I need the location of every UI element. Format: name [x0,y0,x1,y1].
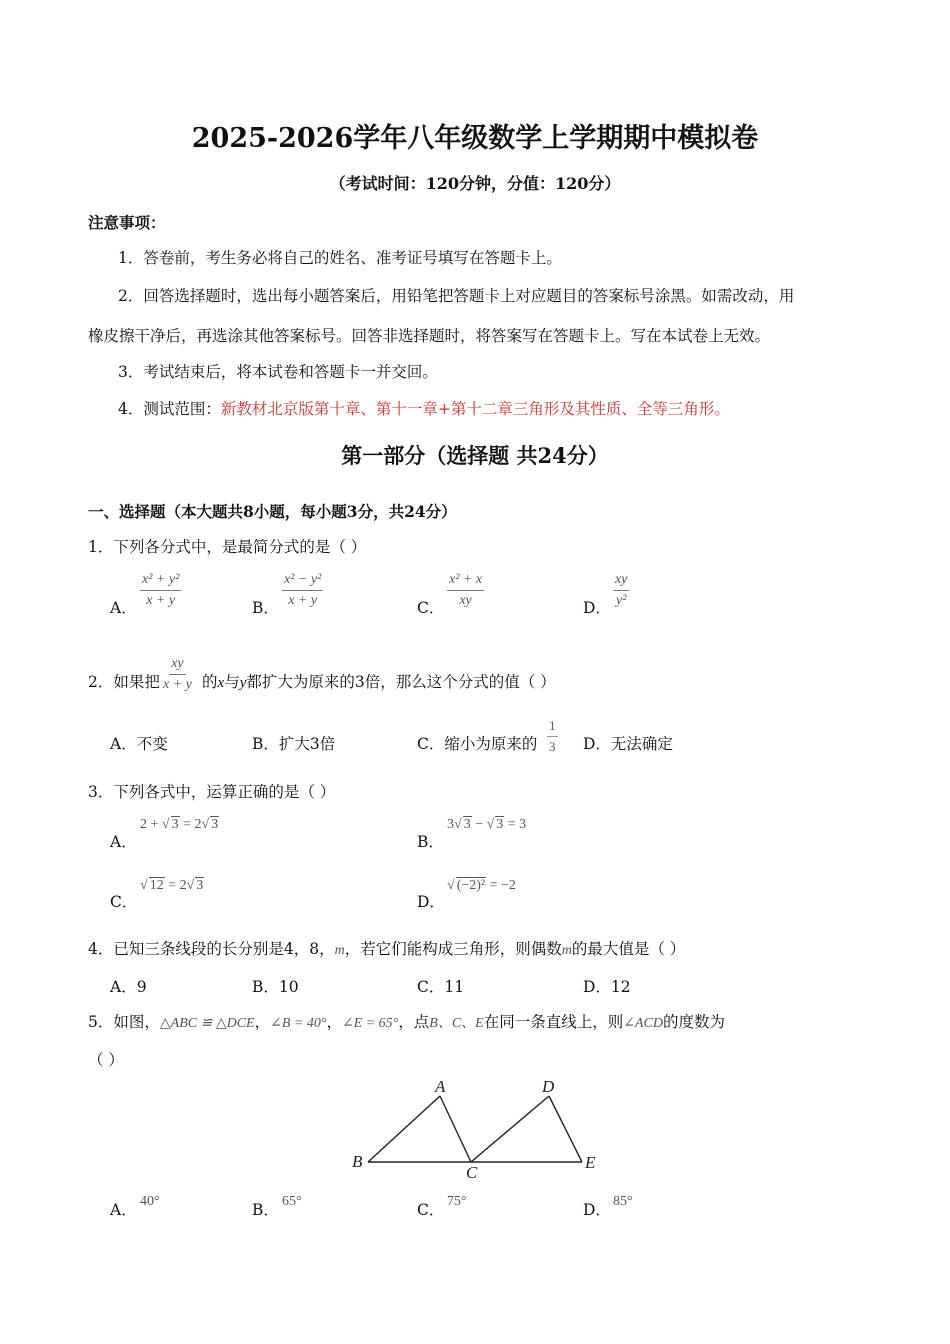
q5-stem [88,1010,725,1032]
expr-part: = 3 [504,817,527,832]
q4-text: 4．已知三条线段的长分别是4，8， [88,940,335,958]
segment-ab [368,1096,440,1162]
vertex-label-e: E [585,1153,596,1172]
section-title: 第一部分（选择题 共24分） [341,443,609,468]
segment-ac [440,1096,471,1162]
q3-option-c-expr: √ 12 = 2√ 3 [140,878,204,893]
q1-label-c: C． [417,599,445,617]
expr-part: 3 [447,817,454,832]
q5-value-c: 75° [447,1194,467,1209]
q1-option-c-fraction [447,570,484,611]
q4-text: ，若它们能构成三角形，则偶数 [344,940,562,958]
vertex-label-d: D [542,1077,555,1096]
q5-math: ∠B = 40° [270,1016,327,1031]
q4-option-d: D．12 [583,978,631,996]
q5-math: B、C、E [429,1016,484,1031]
q2-stem-start: 2．如果把 [88,673,160,691]
scope-text: 新教材北京版第十章、第十一章+第十二章三角形及其性质、全等三角形。 [220,400,730,418]
q3-stem: 3．下列各式中，运算正确的是（ ） [88,783,336,801]
triangle-figure [340,1072,610,1184]
q2-option-c-fraction [547,716,558,757]
expr-part: 2 + [140,817,162,832]
q4-option-c: C．11 [417,978,465,996]
vertex-label-c: C [466,1163,478,1182]
expr-part: = 2 [164,878,187,893]
radicand: 3 [496,817,504,832]
q4-option-a: A．9 [110,978,147,996]
q5-text: 的度数为 [663,1013,726,1031]
q1-option-b-fraction [282,570,323,611]
q5-text: ， [254,1013,271,1031]
q4-option-b: B．10 [252,978,299,996]
q5-label-d: D． [583,1201,611,1219]
q1-label-d: D． [583,599,611,617]
q4-text: 的最大值是（ ） [571,940,686,958]
fraction-denominator: x + y [146,593,176,608]
expr-part: − [471,817,487,832]
q5-answer-paren: （ ） [88,1051,124,1069]
q2-option-a: A．不变 [110,735,168,753]
q2-option-c: C．缩小为原来的 [417,735,538,753]
radicand: 3 [171,817,179,832]
q1-option-a-fraction [140,570,181,611]
q5-math: ∠E = 65° [341,1016,399,1031]
q3-option-d-expr: √ (−2)² = −2 [447,878,516,893]
q3-label-c: C． [110,893,138,911]
q5-value-b: 65° [282,1194,302,1209]
fraction-denominator: x + y [288,593,318,608]
q2-fraction [163,654,192,695]
fraction-denominator: xy [459,593,472,608]
q2-text-de: 的 [202,673,218,691]
q5-label-a: A． [110,1201,137,1219]
scope-label: 4．测试范围： [118,400,221,418]
q3-label-b: B． [417,833,444,851]
q1-option-d-fraction [613,570,629,611]
q5-text: ， [326,1013,342,1031]
q1-label-a: A． [110,599,137,617]
vertex-label-b: B [352,1152,363,1171]
q5-value-a: 40° [140,1194,160,1209]
fraction-numerator: x² + x [447,570,484,591]
expr-part: = −2 [486,878,516,893]
q1-stem: 1．下列各分式中，是最简分式的是（ ） [88,538,367,556]
fraction-numerator: x² − y² [282,570,323,591]
q5-math: ∠ACD [623,1016,663,1031]
radicand: 12 [149,878,164,893]
fraction-denominator: x + y [163,677,192,692]
fraction-numerator: xy [613,570,629,591]
note-2: 2．回答选择题时，选出每小题答案后，用铅笔把答题卡上对应题目的答案标号涂黑。如需改动，用 [118,287,795,305]
segment-cd [471,1096,549,1162]
q2-text-yu: 与 [224,673,240,691]
q5-text: 5．如图， [88,1013,160,1031]
segment-de [549,1096,582,1162]
page-title: 2025-2026学年八年级数学上学期期中模拟卷 [191,123,759,154]
q3-label-a: A． [110,833,137,851]
exam-info: （考试时间：120分钟，分值：120分） [329,174,621,193]
q2-stem-rest [202,670,556,692]
fraction-denominator: 3 [549,739,556,754]
q5-text: 在同一条直线上，则 [483,1013,624,1031]
fraction-numerator: x² + y² [140,570,181,591]
vertex-label-a: A [435,1077,446,1096]
var-x: x [217,675,225,691]
q5-text: ，点 [398,1013,430,1031]
note-2-cont: 橡皮擦干净后，再选涂其他答案标号。回答非选择题时，将答案写在答题卡上。写在本试卷上无效。 [88,327,771,345]
q1-label-b: B． [252,599,279,617]
var-m: m [334,943,345,958]
q2-text-end: 都扩大为原来的3倍，那么这个分式的值（ ） [246,673,556,691]
note-3: 3．考试结束后，将本试卷和答题卡一并交回。 [118,363,438,381]
q3-option-b-expr: 3√ 3 − √ 3 = 3 [447,817,527,832]
q5-value-d: 85° [613,1194,633,1209]
fraction-denominator: y² [616,593,627,608]
q2-option-b: B．扩大3倍 [252,735,336,753]
notes-heading: 注意事项： [88,213,166,232]
note-4 [118,397,730,419]
var-y: y [239,675,247,691]
q5-label-c: C． [417,1201,445,1219]
part-heading: 一、选择题（本大题共8小题，每小题3分，共24分） [88,502,457,521]
q3-option-a-expr: 2 + √ 3 = 2√ 3 [140,817,219,832]
q2-option-d: D．无法确定 [583,735,673,753]
q5-math: △ABC ≌ △DCE [159,1016,255,1031]
fraction-numerator: 1 [547,716,558,737]
var-m: m [561,943,572,958]
q3-label-d: D． [417,893,445,911]
fraction-numerator: xy [169,654,185,675]
q4-stem [88,937,685,959]
radicand: 3 [211,817,219,832]
q5-label-b: B． [252,1201,279,1219]
note-1: 1．答卷前，考生务必将自己的姓名、准考证号填写在答题卡上。 [118,249,562,267]
radicand: (−2)² [456,878,486,893]
radicand: 3 [463,817,471,832]
radicand: 3 [196,878,204,893]
expr-part: = 2 [179,817,202,832]
